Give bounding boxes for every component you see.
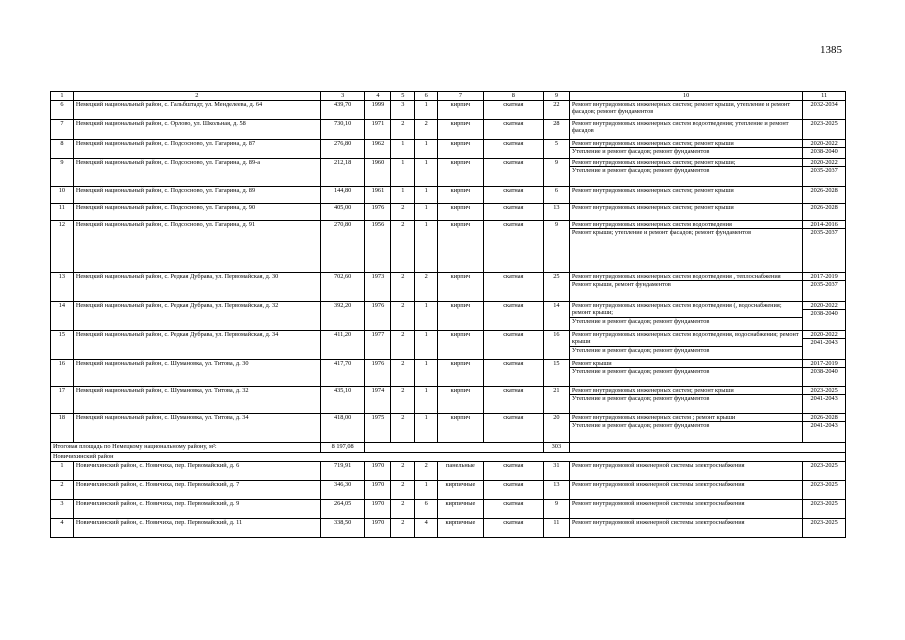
- year-cell: 1961: [365, 186, 391, 203]
- year-cell: 1960: [365, 158, 391, 186]
- table-row: [51, 272, 846, 301]
- column-number: 8: [483, 92, 543, 101]
- floors-cell: 2: [391, 119, 415, 139]
- period-cell-entry: 2023-2025: [810, 518, 838, 526]
- period-cell-entry: 2020-2022: [810, 158, 838, 166]
- floors-cell: 2: [391, 220, 415, 272]
- works-cell-entry: Ремонт внутридомовых инженерных систем; ремонт крыши;: [571, 158, 736, 166]
- floors-cell: 2: [391, 413, 415, 442]
- roof-type-cell: скатная: [483, 100, 543, 119]
- period-cell-entry: 2026-2028: [810, 186, 838, 194]
- entrances-cell: 2: [415, 272, 438, 301]
- period-cell: [803, 272, 846, 301]
- section-title: Новичихинский район: [51, 452, 846, 461]
- table-row: [51, 413, 846, 442]
- works-cell-entry: Ремонт внутридомовых инженерных систем; ремонт крыши: [571, 186, 734, 194]
- works-cell: [569, 499, 803, 518]
- period-cell: [803, 158, 846, 186]
- period-cell: [803, 100, 846, 119]
- table-row: [51, 186, 846, 203]
- period-cell-entry: 2023-2025: [810, 386, 838, 394]
- wall-material-cell: кирпич: [438, 119, 484, 139]
- area-cell: 270,80: [320, 220, 365, 272]
- column-number: 6: [415, 92, 438, 101]
- total-label: Итоговая площадь по Немецкому национальному району, м²:: [51, 442, 321, 452]
- period-cell-entry: 2041-2043: [803, 421, 845, 430]
- period-cell-entry: 2014-2016: [810, 220, 838, 228]
- works-cell: [569, 413, 803, 442]
- works-cell-entry: Утепление и ремонт фасадов; ремонт фундаментов: [570, 367, 803, 376]
- floors-cell: 2: [391, 518, 415, 537]
- works-cell-entry: Ремонт внутридомовой инженерной системы электроснабжения: [571, 480, 745, 488]
- roof-type-cell: скатная: [483, 158, 543, 186]
- entrances-cell: 1: [415, 203, 438, 220]
- period-cell: [803, 359, 846, 386]
- entrances-cell: 1: [415, 220, 438, 272]
- apartments-cell: 28: [543, 119, 569, 139]
- roof-type-cell: скатная: [483, 461, 543, 480]
- roof-type-cell: скатная: [483, 359, 543, 386]
- address-cell: Немецкий национальный район, с. Редкая Дубрава, ул. Первомайская, д. 34: [73, 330, 320, 359]
- wall-material-cell: кирпичные: [438, 480, 484, 499]
- works-cell: [569, 186, 803, 203]
- roof-type-cell: скатная: [483, 330, 543, 359]
- year-cell: 1970: [365, 499, 391, 518]
- wall-material-cell: кирпич: [438, 359, 484, 386]
- floors-cell: 1: [391, 158, 415, 186]
- wall-material-cell: кирпич: [438, 386, 484, 413]
- works-cell-entry: Ремонт внутридомовых инженерных систем водоотведения, водоснабжения; ремонт крыши: [571, 330, 799, 346]
- column-number: 1: [51, 92, 74, 101]
- works-cell-entry: Ремонт внутридомовых инженерных систем; ремонт крыши, утепление и ремонт фасадов; ремонт фундаментов: [571, 100, 791, 116]
- address-cell: Немецкий национальный район, с. Орлово, ул. Школьная, д. 58: [73, 119, 320, 139]
- entrances-cell: 1: [415, 359, 438, 386]
- year-cell: 1975: [365, 413, 391, 442]
- year-cell: 1971: [365, 119, 391, 139]
- roof-type-cell: скатная: [483, 220, 543, 272]
- apartments-cell: 22: [543, 100, 569, 119]
- year-cell: 1999: [365, 100, 391, 119]
- entrances-cell: 1: [415, 480, 438, 499]
- period-cell-entry: 2035-2037: [803, 228, 845, 237]
- roof-type-cell: скатная: [483, 119, 543, 139]
- floors-cell: 2: [391, 301, 415, 330]
- area-cell: 346,30: [320, 480, 365, 499]
- entrances-cell: 1: [415, 139, 438, 158]
- wall-material-cell: кирпич: [438, 100, 484, 119]
- section-row: [51, 452, 846, 461]
- entrances-cell: 1: [415, 158, 438, 186]
- roof-type-cell: скатная: [483, 186, 543, 203]
- row-number: 8: [51, 139, 74, 158]
- apartments-cell: 9: [543, 220, 569, 272]
- row-number: 16: [51, 359, 74, 386]
- address-cell: Новичихинский район, с. Новичиха, пер. Первомайский, д. 6: [73, 461, 320, 480]
- row-number: 7: [51, 119, 74, 139]
- period-cell: [803, 186, 846, 203]
- row-number: 1: [51, 461, 74, 480]
- entrances-cell: 2: [415, 461, 438, 480]
- row-number: 4: [51, 518, 74, 537]
- works-cell: [569, 158, 803, 186]
- period-cell-entry: 2038-2040: [803, 147, 845, 156]
- works-cell-entry: Ремонт крыши; утепление и ремонт фасадов; ремонт фундаментов: [570, 228, 803, 237]
- works-cell-entry: Ремонт внутридомовой инженерной системы электроснабжения: [571, 461, 745, 469]
- roof-type-cell: скатная: [483, 386, 543, 413]
- works-cell: [569, 386, 803, 413]
- area-cell: 338,50: [320, 518, 365, 537]
- address-cell: Немецкий национальный район, с. Подсосново, ул. Гагарина, д. 91: [73, 220, 320, 272]
- works-cell-entry: Ремонт внутридомовой инженерной системы электроснабжения: [571, 499, 745, 507]
- row-number: 11: [51, 203, 74, 220]
- works-cell: [569, 359, 803, 386]
- row-number: 13: [51, 272, 74, 301]
- period-cell: [803, 139, 846, 158]
- floors-cell: 2: [391, 272, 415, 301]
- entrances-cell: 1: [415, 386, 438, 413]
- table-row: [51, 386, 846, 413]
- period-cell: [803, 461, 846, 480]
- apartments-cell: 13: [543, 480, 569, 499]
- year-cell: 1962: [365, 139, 391, 158]
- period-cell-entry: 2017-2019: [810, 359, 838, 367]
- entrances-cell: 1: [415, 186, 438, 203]
- wall-material-cell: кирпич: [438, 301, 484, 330]
- period-cell-entry: 2017-2019: [810, 272, 838, 280]
- year-cell: 1974: [365, 386, 391, 413]
- works-cell-entry: Ремонт внутридомовых инженерных систем водоотведения: [571, 220, 732, 228]
- wall-material-cell: панельные: [438, 461, 484, 480]
- apartments-cell: 21: [543, 386, 569, 413]
- floors-cell: 2: [391, 330, 415, 359]
- row-number: 9: [51, 158, 74, 186]
- row-number: 18: [51, 413, 74, 442]
- period-cell-entry: 2026-2028: [810, 203, 838, 211]
- period-cell: [803, 119, 846, 139]
- entrances-cell: 1: [415, 301, 438, 330]
- period-cell-entry: 2023-2025: [810, 461, 838, 469]
- wall-material-cell: кирпич: [438, 272, 484, 301]
- year-cell: 1956: [365, 220, 391, 272]
- apartments-cell: 15: [543, 359, 569, 386]
- address-cell: Немецкий национальный район, с. Шумановка, ул. Титова, д. 34: [73, 413, 320, 442]
- apartments-cell: 16: [543, 330, 569, 359]
- works-cell: [569, 220, 803, 272]
- floors-cell: 2: [391, 499, 415, 518]
- year-cell: 1973: [365, 272, 391, 301]
- entrances-cell: 4: [415, 518, 438, 537]
- roof-type-cell: скатная: [483, 272, 543, 301]
- works-cell-entry: Утепление и ремонт фасадов; ремонт фундаментов: [570, 346, 803, 355]
- period-cell-entry: 2041-2043: [803, 338, 845, 347]
- column-number: 3: [320, 92, 365, 101]
- apartments-cell: 5: [543, 139, 569, 158]
- works-cell-entry: Ремонт внутридомовых инженерных систем; ремонт крыши: [571, 203, 734, 211]
- apartments-cell: 20: [543, 413, 569, 442]
- period-cell: [803, 203, 846, 220]
- period-cell-entry: 2023-2025: [810, 480, 838, 488]
- wall-material-cell: кирпич: [438, 186, 484, 203]
- year-cell: 1976: [365, 301, 391, 330]
- total-apartments: 303: [543, 442, 569, 452]
- wall-material-cell: кирпич: [438, 158, 484, 186]
- address-cell: Немецкий национальный район, с. Подсосново, ул. Гагарина, д. 89-а: [73, 158, 320, 186]
- column-number: 2: [73, 92, 320, 101]
- works-cell: [569, 461, 803, 480]
- works-cell: [569, 480, 803, 499]
- period-cell: [803, 480, 846, 499]
- roof-type-cell: скатная: [483, 301, 543, 330]
- address-cell: Немецкий национальный район, с. Редкая Дубрава, ул. Первомайская, д. 32: [73, 301, 320, 330]
- address-cell: Немецкий национальный район, с. Подсосново, ул. Гагарина, д. 89: [73, 186, 320, 203]
- table-row: [51, 301, 846, 330]
- address-cell: Немецкий национальный район, с. Шумановка, ул. Титова, д. 32: [73, 386, 320, 413]
- apartments-cell: 9: [543, 499, 569, 518]
- area-cell: 264,05: [320, 499, 365, 518]
- works-cell-entry: Утепление и ремонт фасадов; ремонт фундаментов: [570, 166, 803, 175]
- works-cell-entry: Ремонт внутридомовых инженерных систем водоотведения (, водоснабжения; ремонт крыши;: [571, 301, 782, 317]
- wall-material-cell: кирпич: [438, 203, 484, 220]
- entrances-cell: 1: [415, 413, 438, 442]
- period-cell: [803, 413, 846, 442]
- period-cell: [803, 518, 846, 537]
- row-number: 3: [51, 499, 74, 518]
- table-row: [51, 100, 846, 119]
- table-row: [51, 139, 846, 158]
- year-cell: 1976: [365, 359, 391, 386]
- address-cell: Немецкий национальный район, с. Подсосново, ул. Гагарина, д. 87: [73, 139, 320, 158]
- works-cell-entry: Ремонт внутридомовых инженерных систем; ремонт крыши: [571, 386, 734, 394]
- column-number: 5: [391, 92, 415, 101]
- wall-material-cell: кирпичные: [438, 518, 484, 537]
- table-row: [51, 518, 846, 537]
- works-cell-entry: Утепление и ремонт фасадов; ремонт фундаментов: [570, 147, 803, 156]
- area-cell: 144,80: [320, 186, 365, 203]
- address-cell: Новичихинский район, с. Новичиха, пер. Первомайский, д. 9: [73, 499, 320, 518]
- period-cell-entry: 2020-2022: [810, 139, 838, 147]
- table-row: [51, 203, 846, 220]
- column-number: 10: [569, 92, 803, 101]
- period-cell: [803, 301, 846, 330]
- floors-cell: 2: [391, 203, 415, 220]
- entrances-cell: 1: [415, 330, 438, 359]
- year-cell: 1976: [365, 203, 391, 220]
- address-cell: Немецкий национальный район, с. Гальбштадт, ул. Менделеева, д. 64: [73, 100, 320, 119]
- wall-material-cell: кирпич: [438, 220, 484, 272]
- works-cell: [569, 301, 803, 330]
- page-number: 1385: [820, 44, 842, 56]
- works-cell: [569, 330, 803, 359]
- year-cell: 1977: [365, 330, 391, 359]
- period-cell-entry: 2041-2043: [803, 394, 845, 403]
- period-cell-entry: 2020-2022: [810, 330, 838, 338]
- entrances-cell: 2: [415, 119, 438, 139]
- address-cell: Новичихинский район, с. Новичиха, пер. Первомайский, д. 7: [73, 480, 320, 499]
- total-blank-2: [569, 442, 845, 452]
- floors-cell: 1: [391, 139, 415, 158]
- year-cell: 1970: [365, 480, 391, 499]
- year-cell: 1970: [365, 461, 391, 480]
- period-cell: [803, 386, 846, 413]
- floors-cell: 3: [391, 100, 415, 119]
- wall-material-cell: кирпич: [438, 413, 484, 442]
- row-number: 14: [51, 301, 74, 330]
- works-cell-entry: Ремонт крыши: [571, 359, 612, 367]
- period-cell-entry: 2032-2034: [810, 100, 838, 108]
- entrances-cell: 6: [415, 499, 438, 518]
- area-cell: 418,00: [320, 413, 365, 442]
- column-number: 11: [803, 92, 846, 101]
- works-cell-entry: Ремонт внутридомовых инженерных систем ; ремонт крыши: [571, 413, 736, 421]
- apartments-cell: 14: [543, 301, 569, 330]
- total-row: [51, 442, 846, 452]
- housing-repair-table: [50, 91, 846, 538]
- period-cell: [803, 220, 846, 272]
- wall-material-cell: кирпичные: [438, 499, 484, 518]
- address-cell: Немецкий национальный район, с. Редкая Дубрава, ул. Первомайская, д. 30: [73, 272, 320, 301]
- period-cell-entry: 2020-2022: [810, 301, 838, 309]
- works-cell-entry: Ремонт внутридомовых инженерных систем; ремонт крыши: [571, 139, 734, 147]
- row-number: 15: [51, 330, 74, 359]
- period-cell-entry: 2035-2037: [803, 280, 845, 289]
- area-cell: 702,60: [320, 272, 365, 301]
- roof-type-cell: скатная: [483, 518, 543, 537]
- total-blank: [365, 442, 543, 452]
- apartments-cell: 25: [543, 272, 569, 301]
- apartments-cell: 13: [543, 203, 569, 220]
- area-cell: 435,10: [320, 386, 365, 413]
- column-number: 9: [543, 92, 569, 101]
- works-cell-entry: Ремонт крыши, ремонт фундаментов: [570, 280, 803, 289]
- floors-cell: 2: [391, 461, 415, 480]
- works-cell-entry: Утепление и ремонт фасадов; ремонт фундаментов: [570, 421, 803, 430]
- period-cell: [803, 499, 846, 518]
- table-row: [51, 359, 846, 386]
- year-cell: 1970: [365, 518, 391, 537]
- table-row: [51, 119, 846, 139]
- floors-cell: 2: [391, 386, 415, 413]
- works-cell: [569, 119, 803, 139]
- period-cell-entry: 2023-2025: [810, 119, 838, 127]
- address-cell: Немецкий национальный район, с. Подсосново, ул. Гагарина, д. 90: [73, 203, 320, 220]
- row-number: 12: [51, 220, 74, 272]
- row-number: 17: [51, 386, 74, 413]
- roof-type-cell: скатная: [483, 139, 543, 158]
- wall-material-cell: кирпич: [438, 139, 484, 158]
- area-cell: 411,20: [320, 330, 365, 359]
- roof-type-cell: скатная: [483, 413, 543, 442]
- row-number: 10: [51, 186, 74, 203]
- roof-type-cell: скатная: [483, 480, 543, 499]
- works-cell: [569, 100, 803, 119]
- address-cell: Новичихинский район, с. Новичиха, пер. Первомайский, д. 11: [73, 518, 320, 537]
- table-row: [51, 480, 846, 499]
- apartments-cell: 6: [543, 186, 569, 203]
- period-cell-entry: 2038-2040: [803, 309, 845, 318]
- floors-cell: 2: [391, 359, 415, 386]
- roof-type-cell: скатная: [483, 203, 543, 220]
- period-cell-entry: 2023-2025: [810, 499, 838, 507]
- table-row: [51, 499, 846, 518]
- works-cell-entry: Утепление и ремонт фасадов; ремонт фундаментов: [570, 317, 803, 326]
- apartments-cell: 31: [543, 461, 569, 480]
- area-cell: 276,80: [320, 139, 365, 158]
- column-number-row: [51, 92, 846, 101]
- area-cell: 212,18: [320, 158, 365, 186]
- apartments-cell: 9: [543, 158, 569, 186]
- table-row: [51, 158, 846, 186]
- works-cell-entry: Ремонт внутридомовых инженерных систем водоотведения; утепление и ремонт фасадов: [571, 119, 789, 135]
- table-row: [51, 220, 846, 272]
- column-number: 4: [365, 92, 391, 101]
- area-cell: 417,70: [320, 359, 365, 386]
- area-cell: 405,00: [320, 203, 365, 220]
- area-cell: 439,70: [320, 100, 365, 119]
- area-cell: 392,20: [320, 301, 365, 330]
- column-number: 7: [438, 92, 484, 101]
- floors-cell: 1: [391, 186, 415, 203]
- works-cell: [569, 518, 803, 537]
- table-row: [51, 461, 846, 480]
- roof-type-cell: скатная: [483, 499, 543, 518]
- total-area: 8 197,08: [320, 442, 365, 452]
- works-cell-entry: Ремонт внутридомовых инженерных систем водоотведения , теплоснабжения: [571, 272, 781, 280]
- row-number: 2: [51, 480, 74, 499]
- area-cell: 730,10: [320, 119, 365, 139]
- works-cell: [569, 139, 803, 158]
- period-cell-entry: 2026-2028: [810, 413, 838, 421]
- wall-material-cell: кирпич: [438, 330, 484, 359]
- table-row: [51, 330, 846, 359]
- works-cell: [569, 203, 803, 220]
- period-cell-entry: 2035-2037: [803, 166, 845, 175]
- address-cell: Немецкий национальный район, с. Шумановка, ул. Титова, д. 30: [73, 359, 320, 386]
- works-cell-entry: Ремонт внутридомовой инженерной системы электроснабжения: [571, 518, 745, 526]
- works-cell-entry: Утепление и ремонт фасадов; ремонт фундаментов: [570, 394, 803, 403]
- area-cell: 719,91: [320, 461, 365, 480]
- entrances-cell: 1: [415, 100, 438, 119]
- floors-cell: 2: [391, 480, 415, 499]
- period-cell-entry: 2038-2040: [803, 367, 845, 376]
- period-cell: [803, 330, 846, 359]
- apartments-cell: 11: [543, 518, 569, 537]
- row-number: 6: [51, 100, 74, 119]
- works-cell: [569, 272, 803, 301]
